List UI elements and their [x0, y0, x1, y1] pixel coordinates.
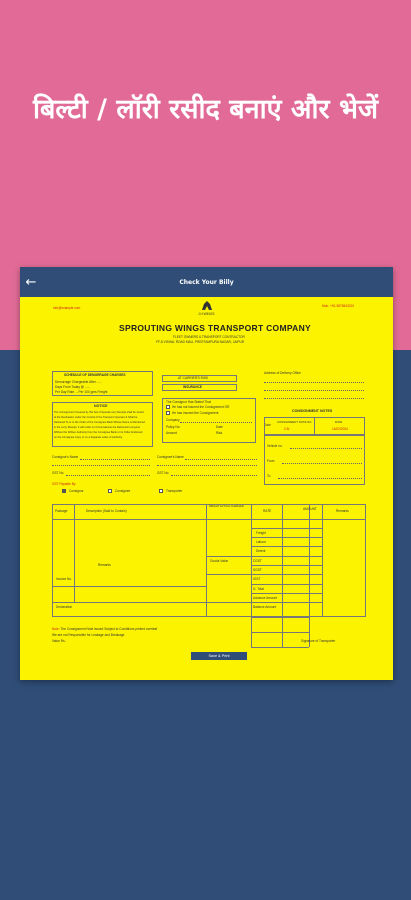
option-label: Consignor — [69, 489, 84, 493]
company-email: info@example.com — [53, 306, 81, 310]
header-remarks: Remarks — [336, 509, 349, 513]
date-label: Date — [216, 425, 223, 429]
notice-line: at the Destination under the Control of the Transport Operator & Shall be — [54, 416, 138, 419]
charge-cgst: CGST — [253, 559, 262, 563]
charge-freight: Freight — [256, 531, 266, 535]
cn-header: CONSIGNMENT NOTE NO — [277, 420, 312, 424]
schedule-line: Days From Today @ ...... — [55, 385, 91, 389]
note-line2: We are not Responsible for Leakage and Breakage — [52, 633, 125, 637]
option-transporter-checkbox[interactable] — [159, 489, 163, 493]
note-text: The Consignment Note issued Subject to Conditions printed overleaf — [60, 627, 158, 631]
consignee-label: Consignee's Name — [157, 455, 184, 459]
charge-labour: Labour — [256, 540, 266, 544]
company-name: SPROUTING WINGS TRANSPORT COMPANY — [119, 323, 312, 333]
goods-value-label: Goods Value — [210, 559, 229, 563]
headline: बिल्टी / लॉरी रसीद बनाएं और भेजें — [32, 94, 378, 125]
lorry-receipt-document — [20, 297, 393, 680]
consignment-notes-title: CONSIGNMENT NOTES — [292, 409, 333, 413]
vehicle-label: Vehicle no. — [267, 444, 283, 448]
schedule-line: Per Day Rate ... Per 100 gms Freight — [55, 390, 108, 394]
notice-line: Without the Written Authority from the Consignee Bank or its Order Endorsed — [54, 431, 143, 434]
not-insured-checkbox[interactable] — [166, 405, 170, 409]
insurance-line: He has not insured the Consignment OR — [172, 405, 230, 409]
notice-line: on the Consignee Copy or on a Separate Letter of Authority. — [54, 436, 123, 439]
charge-sgst: SGST — [253, 568, 262, 572]
right-date-label: Date — [264, 423, 271, 427]
value-label: Value Rs. — [52, 639, 66, 643]
header-weight: WEIGHT ACTUAL CHARGED — [209, 505, 244, 508]
header-rate: RATE — [263, 509, 272, 513]
save-print-button[interactable]: Save & Print — [191, 652, 247, 660]
consignor-label: Consignor's Name — [52, 455, 79, 459]
charge-gtotal: G. Total — [253, 587, 264, 591]
option-label: Transporter — [166, 489, 183, 493]
signature-label: Signature of Transporter — [301, 639, 336, 643]
gst-payable-label: GST Payable By — [52, 482, 76, 486]
logo-caption: J.H.WINGS — [198, 312, 215, 316]
insurance-title: INSURANCE — [183, 385, 202, 389]
app-bar-title: Check Your Billy — [179, 278, 234, 286]
amount-label: Amount — [166, 431, 177, 435]
from-label: From — [267, 459, 275, 463]
insurance-line: He has insured the Consignment — [172, 411, 219, 415]
note-label: Note: — [52, 627, 60, 631]
company-logo-icon — [200, 300, 214, 312]
header-amount: AMOUNT — [303, 507, 317, 511]
phone-screenshot — [20, 267, 393, 680]
declaration-label: Declaration — [56, 605, 73, 609]
address-office-label: Address of Delivery Office — [264, 371, 301, 375]
risk-label: Risk — [216, 431, 223, 435]
remarks-label: Remarks — [98, 563, 111, 567]
cn-date-value: 14/02/2024 — [332, 427, 348, 431]
header-package: Package — [55, 509, 68, 513]
notice-box — [52, 402, 153, 447]
charge-balance: Balance Amount — [253, 605, 277, 609]
cn-number-value: 2.5/. — [284, 427, 291, 431]
goods-table — [52, 504, 366, 617]
app-bar — [20, 267, 393, 297]
company-label: Company — [166, 418, 180, 422]
charge-igst: IGST — [253, 577, 261, 581]
notice-title: NOTICE — [94, 404, 108, 408]
charge-advance: Advance Amount — [253, 596, 278, 600]
notice-line: Delivered To or to the Order of the Consignee Bank Whose Name is Mentioned — [54, 421, 145, 424]
header-description: Description (Said to Contain) — [86, 509, 127, 513]
consignee-gst-label: GST No. — [157, 471, 170, 475]
carrier-risk-label: AT CARRIER'S RISK — [178, 376, 209, 380]
policy-label: Policy No. — [166, 425, 181, 429]
company-subtitle: FLEET OWNERS & TRANSPORT CONTRACTOR — [173, 335, 245, 339]
schedule-line: Demurrage Chargeable After ...... — [55, 380, 102, 384]
invoice-label: Invoice No. — [56, 577, 72, 581]
notice-line: The Consignment Covered by this Set of Special Lorry Receipt shall be stored — [54, 411, 144, 414]
cn-header: DATE — [335, 420, 343, 424]
consignor-gst-label: GST No. — [52, 471, 65, 475]
option-consignee-checkbox[interactable] — [108, 489, 112, 493]
company-phone: Mob: +91-9876543210 — [322, 304, 355, 308]
schedule-title: SCHEDULE OF DEMURRAGE CHARGES — [64, 373, 126, 377]
company-address: FF-8 VISHAL ROAD MALL PREETAMPURA NAGAR, JAIPUR — [156, 340, 245, 344]
notice-line: in the Lorry Receipt. It will under no Circumstances be Delivered to Anyone — [54, 426, 141, 429]
insurance-line: The Consignor Has Stated That — [166, 400, 211, 404]
to-label: To — [267, 474, 271, 478]
insured-checkbox[interactable] — [166, 411, 170, 415]
back-arrow-icon[interactable]: ← — [25, 274, 37, 290]
charge-detent: Detent — [256, 549, 266, 553]
option-label: Consignee — [115, 489, 131, 493]
option-consignor-checkbox[interactable] — [62, 489, 66, 493]
